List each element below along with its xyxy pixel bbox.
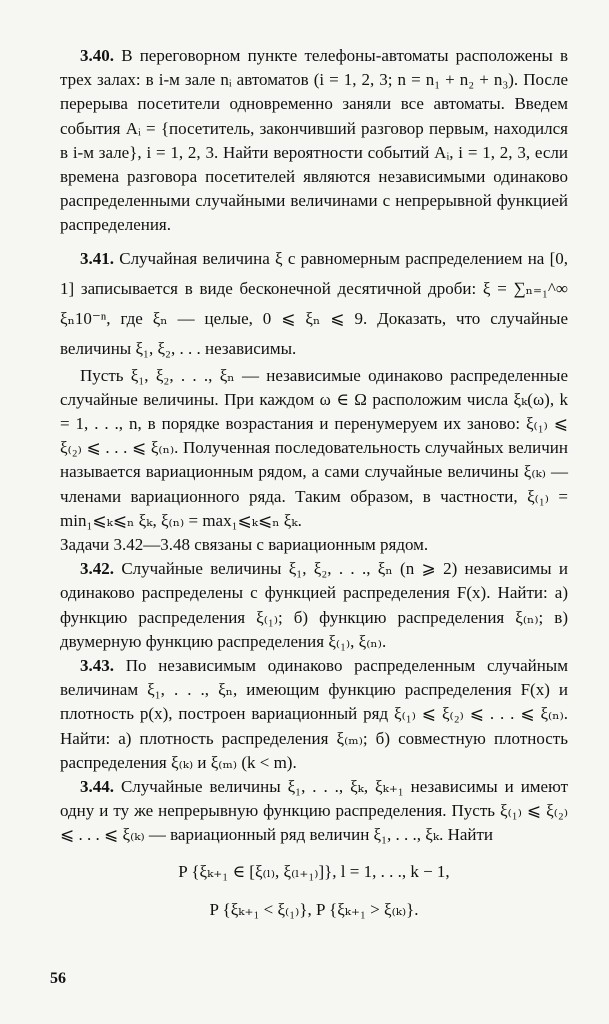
problem-number: 3.43. [80,656,114,676]
problem-3-44 [60,775,568,848]
definition-text: Пусть ξ₁, ξ₂, . . ., ξₙ — независимые одинаково распределенные случайные величины. При каждом ω ∈ Ω расположим числа ξₖ(ω), k = 1, . . ., n, в порядке возрастания и перенумеруем их заново: ξ₍₁₎ ⩽ ξ₍₂₎ ⩽ . . . ⩽ ξ₍ₙ₎. Полученная последовательность случайных величин называется вариационным рядом, а сами случайные величины ξ₍ₖ₎ — членами вариационного ряда. Таким образом, в частности, ξ₍₁₎ = min₁⩽ₖ⩽ₙ ξₖ, ξ₍ₙ₎ = max₁⩽ₖ⩽ₙ ξₖ. [60,365,568,530]
problem-number: 3.40. [80,46,114,65]
problem-text: В переговорном пункте телефоны-автоматы расположены в трех залах: в i-м зале nᵢ автоматов (i = 1, 2, 3; n = n₁ + n₂ + n₃). После перерыва посетители одновременно заняли все автоматы. Введем события Aᵢ = {посетитель, закончивший разговор первым, находился в i-м зале}, i = 1, 2, 3. Найти вероятности событий Aᵢ, i = 1, 2, 3, если времена разговора посетителей являются независимыми одинаково распределенными случайными величинами с непрерывной функцией распределения. [60,46,568,235]
formula-1: P {ξₖ₊₁ ∈ [ξ₍ₗ₎, ξ₍ₗ₊₁₎]}, l = 1, . . ., k − 1, [178,861,450,881]
problem-3-40 [60,44,568,238]
formula-2: P {ξₖ₊₁ < ξ₍₁₎}, P {ξₖ₊₁ > ξ₍ₖ₎}. [209,899,419,919]
problem-3-43 [60,654,568,775]
problem-3-41 [60,244,568,364]
tasks-note [60,533,568,557]
problem-number: 3.42. [80,559,114,579]
tasks-note-text: Задачи 3.42—3.48 связаны с вариационным рядом. [60,535,429,555]
problem-text: Случайные величины ξ₁, ξ₂, . . ., ξₙ (n ⩾ 2) независимы и одинаково распределены с функцией распределения F(x). Найти: а) функцию распределения ξ₍₁₎; б) функцию распределения ξ₍ₙ₎; в) двумерную функцию распределения ξ₍₁₎, ξ₍ₙ₎. [60,559,569,651]
problem-number: 3.41. [80,248,114,268]
problem-text: Случайная величина ξ с равномерным распределением на [0, 1] записывается в виде бесконечной десятичной дроби: ξ = ∑ₙ₌₁^∞ ξₙ10⁻ⁿ, где ξₙ — целые, 0 ⩽ ξₙ ⩽ 9. Доказать, что случайные величины ξ₁, ξ₂, . . . независимы. [60,248,568,358]
problem-3-42 [60,557,568,654]
page-number: 56 [50,970,66,987]
problem-text: По независимым одинаково распределенным случайным величинам ξ₁, . . ., ξₙ, имеющим функцию распределения F(x) и плотность p(x), построен вариационный ряд ξ₍₁₎ ⩽ ξ₍₂₎ ⩽ . . . ⩽ ξ₍ₙ₎. Найти: а) плотность распределения ξ₍ₘ₎; б) совместную плотность распределения ξ₍ₖ₎ и ξ₍ₘ₎ (k < m). [60,656,568,772]
page-text [60,44,568,924]
problem-number: 3.44. [80,777,114,797]
problem-text: Случайные величины ξ₁, . . ., ξₖ, ξₖ₊₁ независимы и имеют одну и ту же непрерывную функцию распределения. Пусть ξ₍₁₎ ⩽ ξ₍₂₎ ⩽ . . . ⩽ ξ₍ₖ₎ — вариационный ряд величин ξ₁, . . ., ξₖ. Найти [60,777,568,845]
variational-series-definition [60,364,568,533]
